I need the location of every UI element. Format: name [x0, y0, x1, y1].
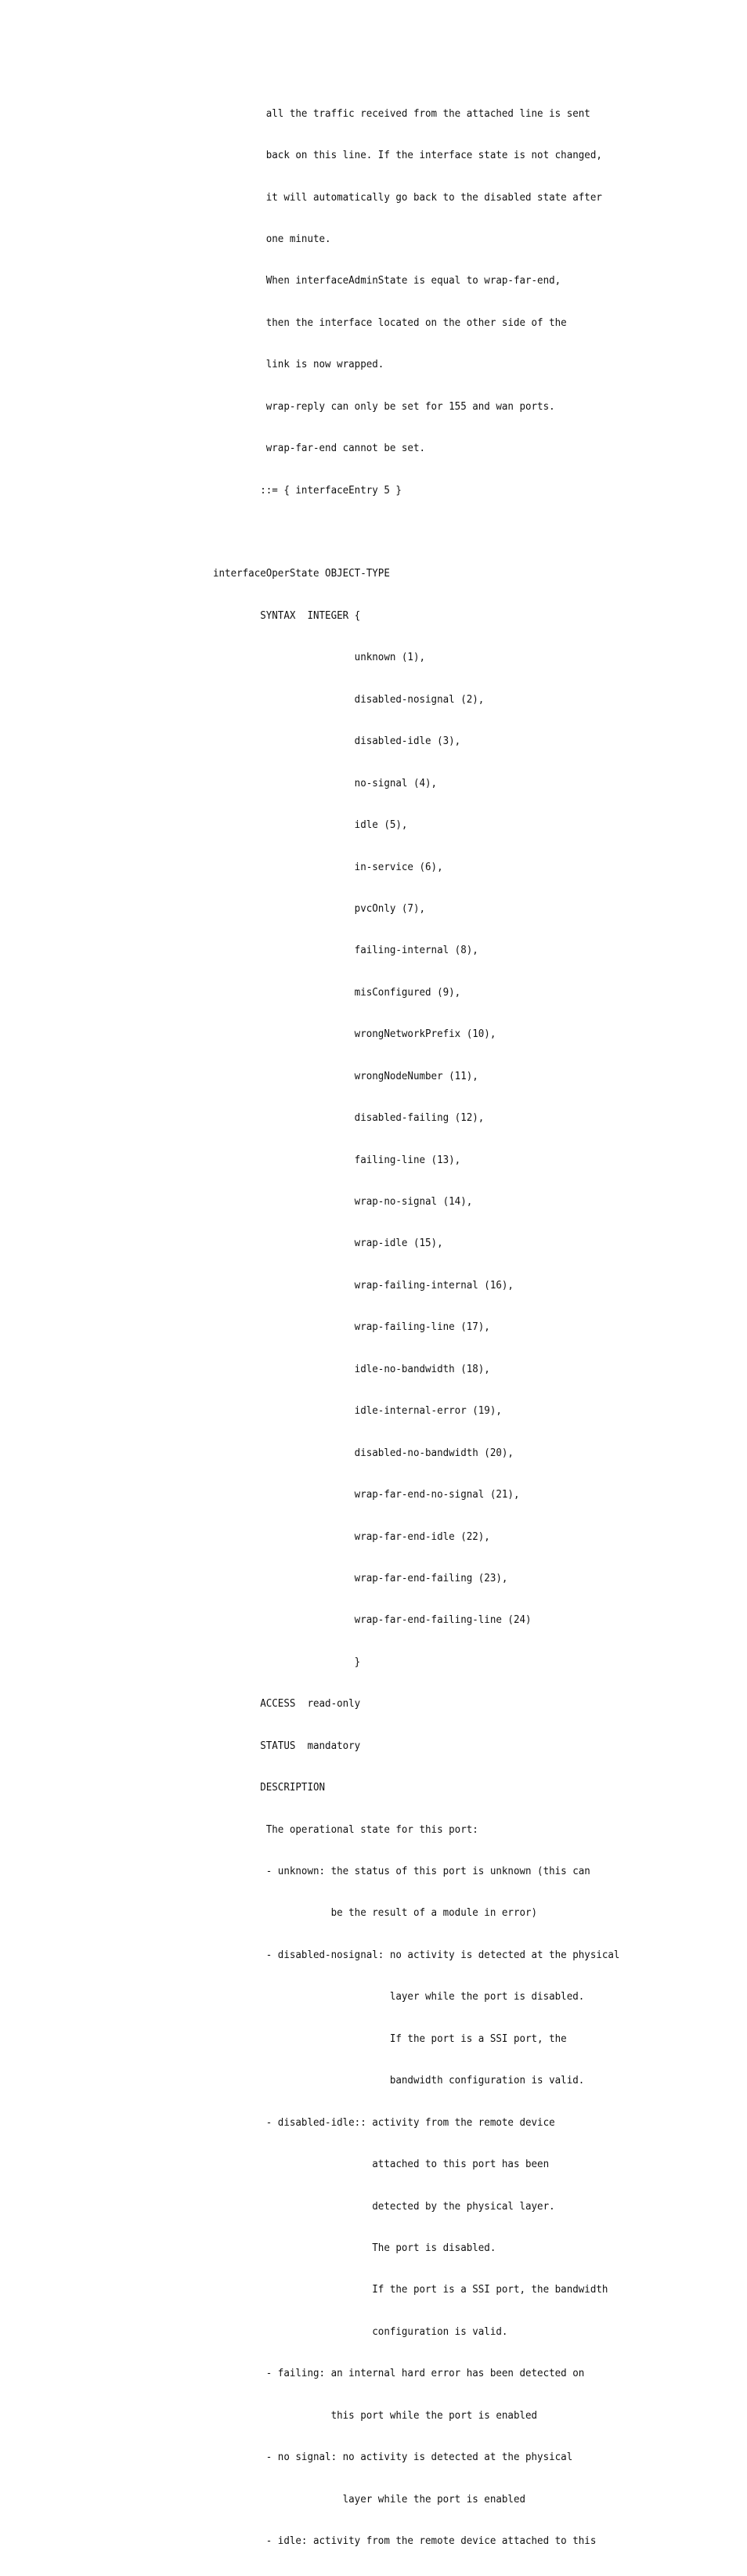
blank-line	[213, 526, 706, 540]
enum-value: failing-internal (8),	[213, 945, 478, 957]
description-text: The port is disabled.	[213, 2242, 496, 2254]
syntax-line: SYNTAX INTEGER {	[213, 609, 361, 622]
status-line: STATUS mandatory	[213, 1740, 361, 1752]
enum-value: no-signal (4),	[213, 777, 438, 789]
code-line: it will automatically go back to the disabled state after	[213, 191, 602, 204]
enum-value: disabled-failing (12),	[213, 1112, 485, 1125]
description-text: If the port is a SSI port, the bandwidth	[213, 2284, 608, 2296]
description-text: attached to this port has been	[213, 2159, 550, 2171]
code-line: wrap-far-end cannot be set.	[213, 443, 426, 455]
code-line: When interfaceAdminState is equal to wrap-far-end,	[213, 275, 561, 287]
description-text: - idle: activity from the remote device attached to this	[213, 2535, 597, 2547]
description-text: If the port is a SSI port, the	[213, 2032, 567, 2045]
code-line: all the traffic received from the attached line is sent	[213, 107, 590, 120]
enum-value: wrap-far-end-failing (23),	[213, 1572, 508, 1584]
enum-value: wrap-no-signal (14),	[213, 1196, 473, 1208]
description-text: - no signal: no activity is detected at the physical	[213, 2451, 573, 2464]
description-text: layer while the port is disabled.	[213, 1991, 585, 2003]
enum-value: unknown (1),	[213, 652, 426, 664]
enum-value: wrongNetworkPrefix (10),	[213, 1028, 496, 1041]
enum-value: idle (5),	[213, 819, 408, 832]
enum-value: disabled-nosignal (2),	[213, 693, 485, 706]
code-line: back on this line. If the interface state is not changed,	[213, 150, 602, 162]
enum-value: in-service (6),	[213, 861, 443, 873]
code-line: ::= { interfaceEntry 5 }	[213, 484, 402, 497]
description-keyword: DESCRIPTION	[213, 1782, 326, 1794]
enum-value: pvcOnly (7),	[213, 902, 426, 915]
code-line: wrap-reply can only be set for 155 and wan ports.	[213, 400, 555, 413]
enum-value: idle-internal-error (19),	[213, 1405, 502, 1418]
description-text: configuration is valid.	[213, 2325, 508, 2338]
enum-value: failing-line (13),	[213, 1154, 461, 1166]
description-text: detected by the physical layer.	[213, 2200, 555, 2213]
description-text: - unknown: the status of this port is unknown (this can	[213, 1866, 590, 1877]
enum-value: wrap-far-end-idle (22),	[213, 1530, 490, 1543]
object-type-heading: interfaceOperState OBJECT-TYPE	[213, 568, 390, 580]
code-line: then the interface located on the other side of the	[213, 316, 567, 329]
description-text: - disabled-idle:: activity from the remote device	[213, 2116, 555, 2129]
enum-value: wrap-idle (15),	[213, 1237, 443, 1250]
enum-value: disabled-idle (3),	[213, 735, 461, 748]
enum-value: disabled-no-bandwidth (20),	[213, 1447, 514, 1459]
enum-value: wrap-failing-internal (16),	[213, 1279, 514, 1292]
enum-value: wrap-far-end-failing-line (24)	[213, 1614, 532, 1627]
description-text: - failing: an internal hard error has been detected on	[213, 2368, 585, 2380]
description-text: layer while the port is enabled	[213, 2493, 526, 2506]
description-text: be the result of a module in error)	[213, 1907, 538, 1920]
code-line: one minute.	[213, 233, 331, 245]
enum-value: misConfigured (9),	[213, 986, 461, 999]
code-line: link is now wrapped.	[213, 359, 384, 371]
description-text: this port while the port is enabled	[213, 2409, 538, 2422]
description-text: bandwidth configuration is valid.	[213, 2075, 585, 2087]
enum-value: wrap-far-end-no-signal (21),	[213, 1489, 520, 1501]
access-line: ACCESS read-only	[213, 1698, 361, 1711]
enum-value: idle-no-bandwidth (18),	[213, 1363, 490, 1375]
description-text: The operational state for this port:	[213, 1823, 478, 1836]
enum-value: wrongNodeNumber (11),	[213, 1070, 478, 1082]
enum-value: wrap-failing-line (17),	[213, 1321, 490, 1334]
mib-code-listing	[213, 79, 706, 2576]
enum-close-brace: }	[213, 1656, 361, 1668]
description-text: - disabled-nosignal: no activity is detected at the physical	[213, 1949, 620, 1961]
